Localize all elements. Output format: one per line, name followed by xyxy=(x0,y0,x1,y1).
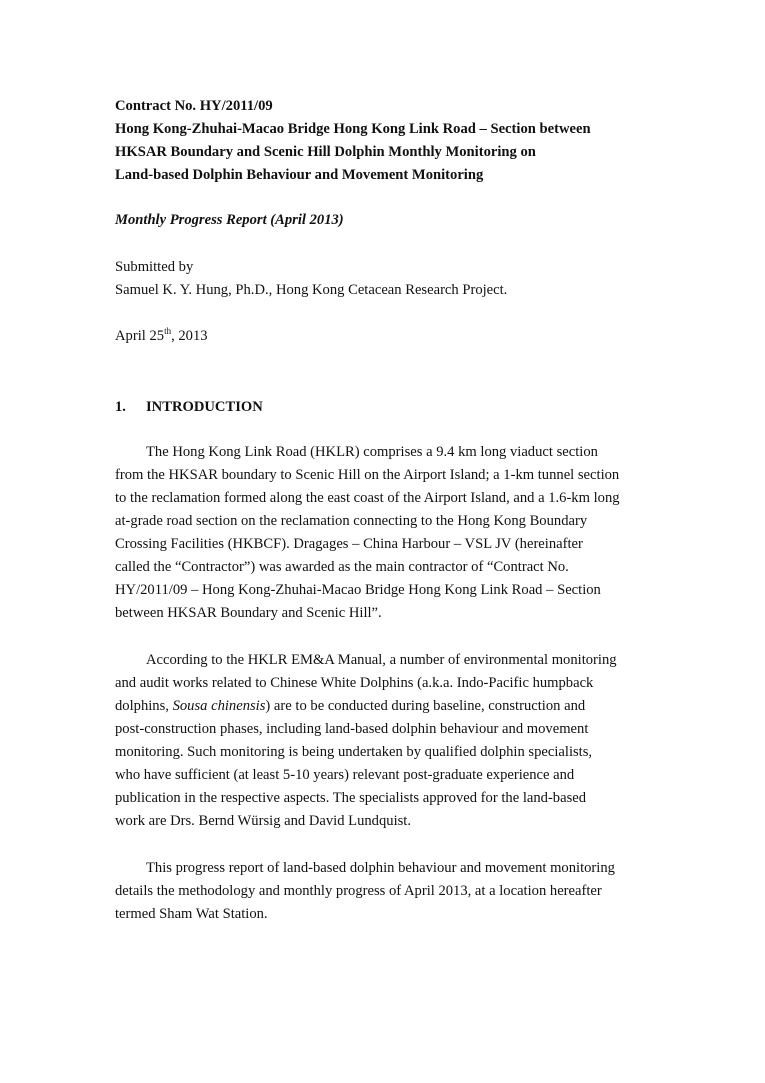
contract-title-line: Land-based Dolphin Behaviour and Movement Monitoring xyxy=(115,167,484,183)
submission-block xyxy=(115,256,507,302)
report-date xyxy=(115,325,208,348)
section-number: 1. xyxy=(115,399,126,415)
contract-number: Contract No. HY/2011/09 xyxy=(115,98,273,114)
text-run: ) are to be conducted during baseline, construction and xyxy=(265,698,586,714)
date-ordinal-suffix: th xyxy=(164,326,172,336)
date-month-day: April 25 xyxy=(115,328,165,344)
contract-title-line: HKSAR Boundary and Scenic Hill Dolphin Monthly Monitoring on xyxy=(115,144,536,160)
paragraph-line: from the HKSAR boundary to Scenic Hill on the Airport Island; a 1-km tunnel section xyxy=(115,467,620,483)
paragraph-hklr-overview xyxy=(115,441,655,625)
paragraph-monitoring-requirements xyxy=(115,649,655,833)
contract-header xyxy=(115,95,675,187)
paragraph-line: termed Sham Wat Station. xyxy=(115,906,268,922)
contract-title-line: Hong Kong-Zhuhai-Macao Bridge Hong Kong Link Road – Section between xyxy=(115,121,591,137)
paragraph-line: This progress report of land-based dolphin behaviour and movement monitoring xyxy=(146,860,615,876)
paragraph-line: The Hong Kong Link Road (HKLR) comprises a 9.4 km long viaduct section xyxy=(146,444,598,460)
section-title: INTRODUCTION xyxy=(146,399,263,415)
paragraph-line: post-construction phases, including land-based dolphin behaviour and movement xyxy=(115,721,589,737)
paragraph-line: to the reclamation formed along the east coast of the Airport Island, and a 1.6-km long xyxy=(115,490,620,506)
species-name: Sousa chinensis xyxy=(172,698,266,714)
section-heading xyxy=(115,396,263,419)
paragraph-line: monitoring. Such monitoring is being undertaken by qualified dolphin specialists, xyxy=(115,744,593,760)
paragraph-line: publication in the respective aspects. The specialists approved for the land-based xyxy=(115,790,587,806)
paragraph-line: details the methodology and monthly progress of April 2013, at a location hereafter xyxy=(115,883,602,899)
paragraph-line: work are Drs. Bernd Würsig and David Lundquist. xyxy=(115,813,412,829)
paragraph-line: between HKSAR Boundary and Scenic Hill”. xyxy=(115,605,382,621)
paragraph-line: Crossing Facilities (HKBCF). Dragages – China Harbour – VSL JV (hereinafter xyxy=(115,536,583,552)
paragraph-line: According to the HKLR EM&A Manual, a number of environmental monitoring xyxy=(146,652,617,668)
paragraph-line: and audit works related to Chinese White Dolphins (a.k.a. Indo-Pacific humpback xyxy=(115,675,594,691)
paragraph-line xyxy=(115,695,655,718)
paragraph-line: who have sufficient (at least 5-10 years) relevant post-graduate experience and xyxy=(115,767,575,783)
paragraph-line: HY/2011/09 – Hong Kong-Zhuhai-Macao Bridge Hong Kong Link Road – Section xyxy=(115,582,601,598)
submitted-by-label: Submitted by xyxy=(115,259,194,275)
report-title: Monthly Progress Report (April 2013) xyxy=(115,212,344,228)
paragraph-line: at-grade road section on the reclamation connecting to the Hong Kong Boundary xyxy=(115,513,588,529)
author-line: Samuel K. Y. Hung, Ph.D., Hong Kong Cetacean Research Project. xyxy=(115,282,508,298)
paragraph-line: called the “Contractor”) was awarded as the main contractor of “Contract No. xyxy=(115,559,569,575)
paragraph-report-scope xyxy=(115,857,655,926)
date-year: , 2013 xyxy=(171,328,208,344)
text-run: dolphins, xyxy=(115,698,173,714)
